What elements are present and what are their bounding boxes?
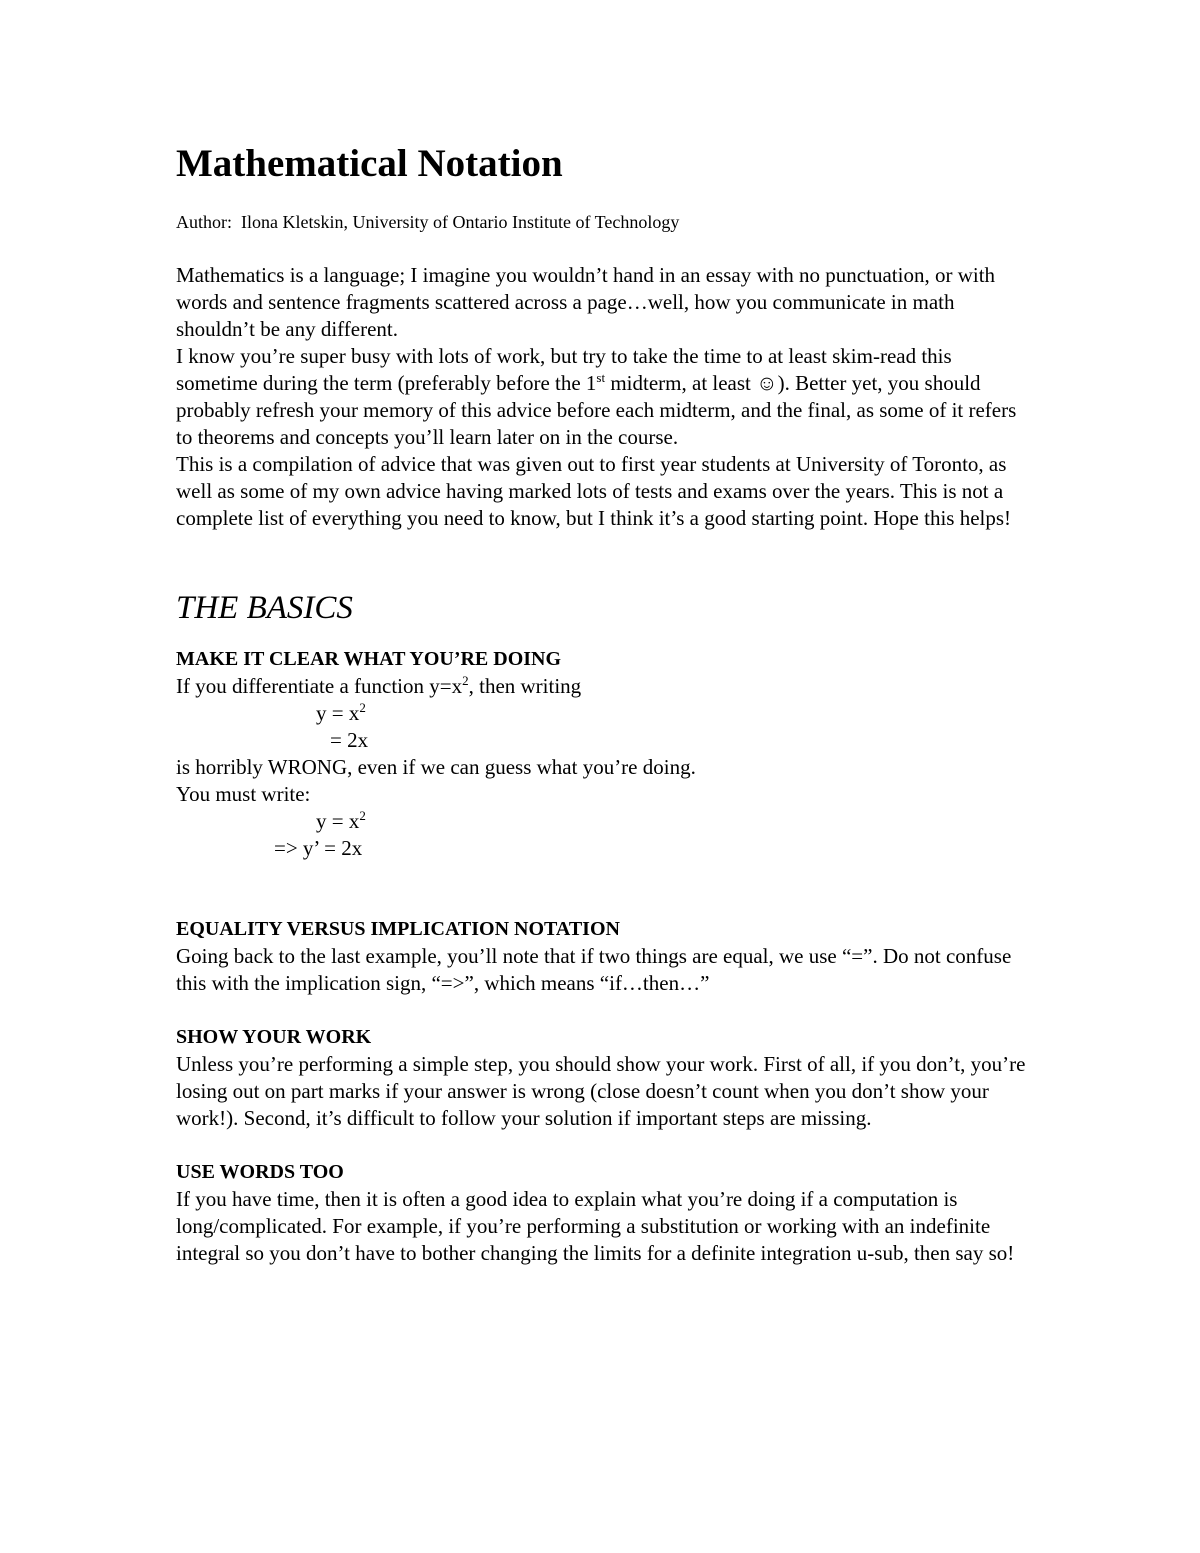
right-equation-1 [176, 808, 1036, 835]
author-line [176, 210, 1036, 234]
right-equation-1-base: y = x [316, 809, 360, 833]
exponent: 2 [359, 700, 366, 715]
equality-text: Going back to the last example, you’ll note that if two things are equal, we use “=”. Do not confuse this with the implication sign, “=>”, which means “if…then…” [176, 944, 1012, 995]
exponent: 2 [359, 808, 366, 823]
heading-make-it-clear: MAKE IT CLEAR WHAT YOU’RE DOING [176, 648, 562, 670]
intro [176, 262, 1036, 532]
clear-line-2: is horribly WRONG, even if we can guess what you’re doing. [176, 755, 696, 779]
heading-equality: EQUALITY VERSUS IMPLICATION NOTATION [176, 918, 620, 940]
heading-show-work: SHOW YOUR WORK [176, 1026, 372, 1048]
section-use-words [176, 1159, 1036, 1267]
clear-line-1-start: If you differentiate a function y=x [176, 674, 463, 698]
intro-paragraph-2-start: I know you’re super busy with lots of work, but try to take the time to at least skim-read this sometime during the term (preferably before the 1 [176, 344, 952, 395]
section-equality [176, 916, 1036, 997]
intro-paragraph-2-end: midterm, at least ☺). Better yet, you should probably refresh your memory of this advice before each midterm, and the final, as some of it refers to theorems and concepts you’ll learn later on in the course. [176, 371, 1017, 449]
right-equation-2: => y’ = 2x [274, 836, 363, 860]
wrong-equation-2: = 2x [330, 728, 369, 752]
section-make-it-clear [176, 646, 1036, 862]
use-words-text: If you have time, then it is often a good idea to explain what you’re doing if a computation is long/complicated. For example, if you’re performing a substitution or working with an indefinite integral so you don’t have to bother changing the limits for a definite integration u-sub, then say so! [176, 1187, 1015, 1265]
clear-line-1 [176, 673, 1036, 700]
wrong-equation-1-base: y = x [316, 701, 360, 725]
wrong-equation-1 [176, 700, 1036, 727]
section-title-basics: THE BASICS [176, 590, 353, 626]
exponent: 2 [462, 673, 469, 688]
clear-line-3: You must write: [176, 782, 311, 806]
intro-paragraph-1: Mathematics is a language; I imagine you wouldn’t hand in an essay with no punctuation, or with words and sentence fragments scattered across a page…well, how you communicate in math shouldn’t be any different. [176, 263, 996, 341]
document-title: Mathematical Notation [176, 142, 563, 185]
author-label: Author: [176, 212, 232, 232]
heading-use-words: USE WORDS TOO [176, 1161, 344, 1183]
intro-paragraph-2 [176, 343, 1036, 451]
intro-paragraph-3: This is a compilation of advice that was given out to first year students at University of Toronto, as well as some of my own advice having marked lots of tests and exams over the years. This is not a complete list of everything you need to know, but I think it’s a good starting point. Hope this helps! [176, 452, 1012, 530]
show-work-text: Unless you’re performing a simple step, you should show your work. First of all, if you don’t, you’re losing out on part marks if your answer is wrong (close doesn’t count when you don’t show your work!). Second, it’s difficult to follow your solution if important steps are missing. [176, 1052, 1026, 1130]
ordinal-superscript: st [596, 370, 606, 385]
page-content [176, 140, 1036, 1267]
author-name: Ilona Kletskin, University of Ontario Institute of Technology [241, 212, 680, 232]
clear-line-1-end: , then writing [468, 674, 582, 698]
section-show-work [176, 1024, 1036, 1132]
